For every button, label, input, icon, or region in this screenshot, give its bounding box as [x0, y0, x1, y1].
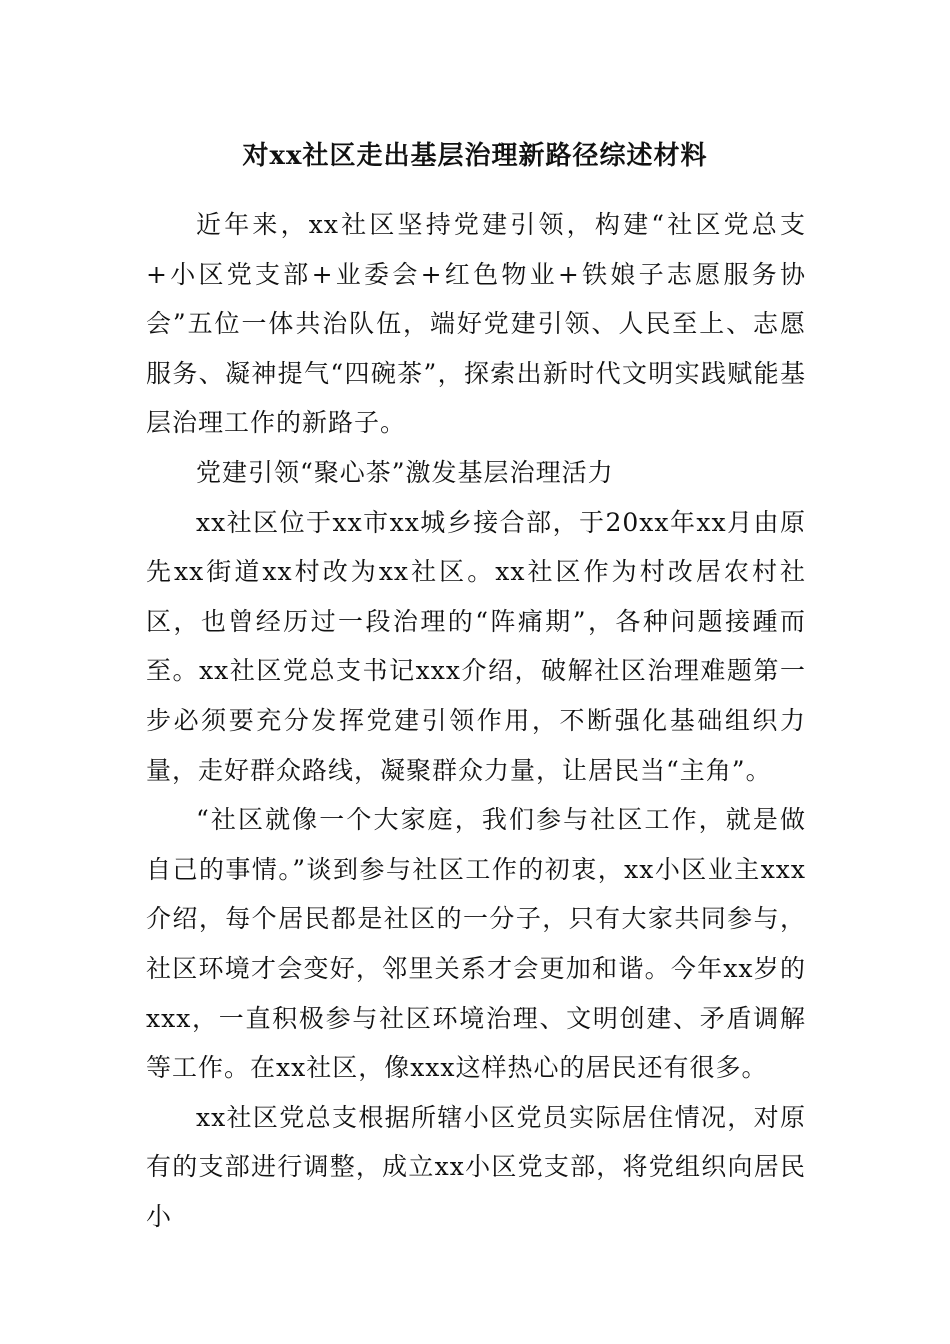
paragraph-background: xx社区位于xx市xx城乡接合部，于20xx年xx月由原先xx街道xx村改为xx社区。xx社区作为村改居农村社区，也曾经历过一段治理的“阵痛期”，各种问题接踵而至。xx社区党总支书记xxx介绍，破解社区治理难题第一步必须要充分发挥党建引领作用，不断强化基础组织力量，走好群众路线，凝聚群众力量，让居民当“主角”。: [146, 507, 806, 785]
document-title: 对xx社区走出基层治理新路径综述材料: [242, 141, 708, 171]
paragraph-resident-quote: “社区就像一个大家庭，我们参与社区工作，就是做自己的事情。”谈到参与社区工作的初衷，xx小区业主xxx介绍，每个居民都是社区的一分子，只有大家共同参与，社区环境才会变好，邻里关系才会更加和谐。今年xx岁的xxx，一直积极参与社区环境治理、文明创建、矛盾调解等工作。在xx社区，像xxx这样热心的居民还有很多。: [146, 805, 806, 1083]
paragraph-party-branch: xx社区党总支根据所辖小区党员实际居住情况，对原有的支部进行调整，成立xx小区党支部，将党组织向居民小: [146, 1102, 806, 1231]
section-heading: 党建引领“聚心茶”激发基层治理活力: [196, 457, 614, 487]
paragraph-intro: 近年来，xx社区坚持党建引领，构建“社区党总支+小区党支部+业委会+红色物业+铁娘子志愿服务协会”五位一体共治队伍，端好党建引领、人民至上、志愿服务、凝神提气“四碗茶”，探索出新时代文明实践赋能基层治理工作的新路子。: [146, 210, 806, 438]
document-body: [146, 200, 806, 1241]
